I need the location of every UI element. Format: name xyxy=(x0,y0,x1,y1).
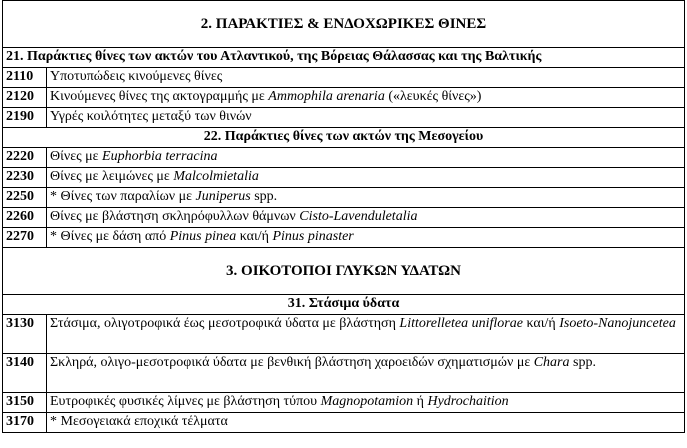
habitat-row xyxy=(3,108,685,128)
subsection-heading: 22. Παράκτιες θίνες των ακτών της Μεσογείου xyxy=(3,128,685,148)
description-text: * Μεσογειακά εποχικά τέλματα xyxy=(50,414,228,429)
description-text: και/ή xyxy=(236,229,273,244)
habitat-row xyxy=(3,148,685,168)
description-text: spp. xyxy=(250,189,278,204)
habitat-description xyxy=(47,354,685,393)
description-text: spp. xyxy=(569,355,596,370)
species-name: Pinus pinea xyxy=(169,229,237,244)
habitat-description xyxy=(47,108,685,128)
habitat-row xyxy=(3,315,685,354)
habitat-code: 2220 xyxy=(3,148,47,168)
description-text: Θίνες με λειμώνες με xyxy=(50,169,174,184)
habitat-code: 2260 xyxy=(3,208,47,228)
habitat-description xyxy=(47,168,685,188)
description-text: Κινούμενες θίνες της ακτογραμμής με xyxy=(50,89,269,104)
description-text: * Θίνες των παραλίων με xyxy=(50,189,196,204)
species-name: Isoeto-Nanojuncetea xyxy=(559,316,676,331)
habitat-row xyxy=(3,228,685,248)
habitat-description xyxy=(47,148,685,168)
description-text: Υγρές κοιλότητες μεταξύ των θινών xyxy=(50,109,252,124)
species-name: Chara xyxy=(533,355,570,370)
habitat-table xyxy=(2,0,685,433)
habitat-code: 2110 xyxy=(3,68,47,88)
habitat-description xyxy=(47,208,685,228)
section-heading-row xyxy=(3,248,685,295)
description-text: ή xyxy=(413,394,428,409)
habitat-description xyxy=(47,188,685,208)
habitat-code: 2120 xyxy=(3,88,47,108)
subsection-heading-row xyxy=(3,48,685,68)
description-text: Ευτροφικές φυσικές λίμνες με βλάστηση τύπου xyxy=(50,394,321,409)
habitat-code: 3140 xyxy=(3,354,47,393)
habitat-row xyxy=(3,393,685,413)
habitat-code: 3170 xyxy=(3,413,47,433)
species-name: Magnopotamion xyxy=(320,394,414,409)
description-text: («λευκές θίνες») xyxy=(384,89,482,104)
habitat-table-body xyxy=(3,1,685,433)
habitat-row xyxy=(3,68,685,88)
habitat-code: 2270 xyxy=(3,228,47,248)
description-text: Στάσιμα, ολιγοτροφικά έως μεσοτροφικά ύδατα με βλάστηση xyxy=(50,316,400,331)
species-name: Pinus pinaster xyxy=(272,229,354,244)
habitat-row xyxy=(3,354,685,393)
species-name: Littorelletea uniflorae xyxy=(399,316,523,331)
habitat-row xyxy=(3,88,685,108)
habitat-code: 2250 xyxy=(3,188,47,208)
habitat-row xyxy=(3,168,685,188)
habitat-code: 3150 xyxy=(3,393,47,413)
habitat-row xyxy=(3,188,685,208)
section-heading: 2. ΠΑΡΑΚΤΙΕΣ & ΕΝΔΟΧΩΡΙΚΕΣ ΘΙΝΕΣ xyxy=(3,1,685,48)
section-heading: 3. ΟΙΚΟΤΟΠΟΙ ΓΛΥΚΩΝ ΥΔΑΤΩΝ xyxy=(3,248,685,295)
species-name: Euphorbia terracina xyxy=(102,149,218,164)
species-name: Cisto-Lavenduletalia xyxy=(299,209,418,224)
habitat-description xyxy=(47,315,685,354)
habitat-code: 2230 xyxy=(3,168,47,188)
description-text: Θίνες με βλάστηση σκληρόφυλλων θάμνων xyxy=(50,209,300,224)
habitat-code: 3130 xyxy=(3,315,47,354)
habitat-description xyxy=(47,68,685,88)
description-text: Σκληρά, ολιγο-μεσοτροφικά ύδατα με βενθική βλάστηση χαροειδών σχηματισμών με xyxy=(50,355,534,370)
species-name: Juniperus xyxy=(195,189,251,204)
subsection-heading: 31. Στάσιμα ύδατα xyxy=(3,295,685,315)
subsection-heading-row xyxy=(3,128,685,148)
species-name: Ammophila arenaria xyxy=(268,89,385,104)
subsection-heading-row xyxy=(3,295,685,315)
habitat-description xyxy=(47,228,685,248)
habitat-description xyxy=(47,393,685,413)
subsection-heading: 21. Παράκτιες θίνες των ακτών του Ατλαντικού, της Βόρειας Θάλασσας και της Βαλτικής xyxy=(3,48,685,68)
habitat-description xyxy=(47,88,685,108)
species-name: Hydrochaition xyxy=(427,394,509,409)
description-text: * Θίνες με δάση από xyxy=(50,229,170,244)
description-text: Υποτυπώδεις κινούμενες θίνες xyxy=(50,69,223,84)
habitat-code: 2190 xyxy=(3,108,47,128)
description-text: και/ή xyxy=(522,316,560,331)
habitat-description xyxy=(47,413,685,433)
description-text: Θίνες με xyxy=(50,149,103,164)
habitat-row xyxy=(3,413,685,433)
habitat-row xyxy=(3,208,685,228)
species-name: Malcolmietalia xyxy=(173,169,259,184)
section-heading-row xyxy=(3,1,685,48)
